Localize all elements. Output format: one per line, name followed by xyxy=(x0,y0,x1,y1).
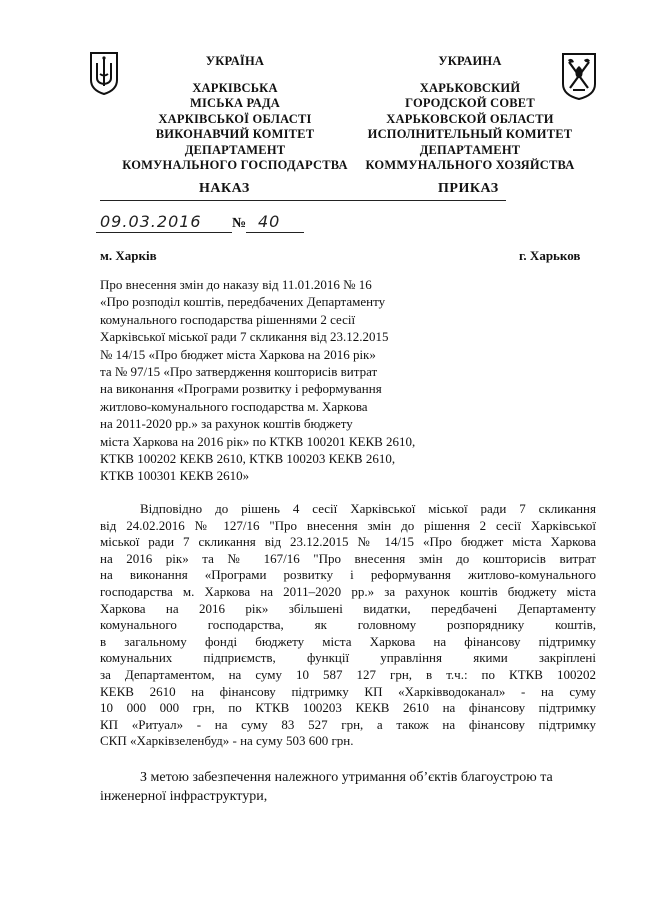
subject-line: комунального господарства рішеннями 2 сесії xyxy=(100,311,356,327)
paragraph-line: 10 000 000 грн, по КТКВ 100203 КЕКВ 2610 на фінансову підтримку xyxy=(100,700,596,716)
closing-line: інженерної інфраструктури, xyxy=(100,789,268,804)
subject-line: міста Харкова на 2016 рік» по КТКВ 100201 КЕКВ 2610, xyxy=(100,433,416,449)
header-right-line: КОММУНАЛЬНОГО ХОЗЯЙСТВА xyxy=(365,158,575,172)
header-left-line: МІСЬКА РАДА xyxy=(189,96,281,110)
paragraph-line: СКП «Харківзеленбуд» - на суму 503 600 грн. xyxy=(100,733,354,749)
header-left-line: ДЕПАРТАМЕНТ xyxy=(184,142,286,157)
subject-line: «Про розподіл коштів, передбачених Департаменту xyxy=(100,294,386,310)
title-nakaz: НАКАЗ xyxy=(199,181,250,196)
subject-line: житлово-комунального господарства м. Харкова xyxy=(100,398,368,414)
title-prikaz: ПРИКАЗ xyxy=(438,181,499,196)
country-ua: УКРАЇНА xyxy=(205,54,265,68)
header-right-line: ХАРЬКОВСКОЙ ОБЛАСТИ xyxy=(386,111,554,126)
number-underline xyxy=(246,232,304,233)
paragraph-line: Відповідно до рішень 4 сесії Харківської міської ради 7 скликання xyxy=(140,501,596,516)
subject-line: КТКВ 100202 КЕКВ 2610, КТКВ 100203 КЕКВ 2610, xyxy=(100,451,396,467)
title-rule xyxy=(100,200,506,201)
paragraph-line: господарства м. Харкова на 2011–2020 рр.» за рахунок коштів бюджету міста xyxy=(100,583,596,599)
paragraph-line: на 2016 рік» та № 167/16 "Про внесення змін до кошторисів витрат xyxy=(100,550,596,566)
header-right-line: ГОРОДСКОЙ СОВЕТ xyxy=(405,96,535,110)
paragraph-line: в загальному фонді бюджету міста Харкова на фінансову підтримку xyxy=(100,633,596,649)
paragraph-line: КП «Ритуал» - на суму 83 527 грн, а також на фінансову підтримку xyxy=(100,716,596,732)
subject-line: та № 97/15 «Про затвердження кошторисів витрат xyxy=(100,364,378,380)
body-paragraph xyxy=(100,501,596,750)
date-underline xyxy=(96,232,232,233)
header-left-line: ХАРКІВСЬКОЇ ОБЛАСТІ xyxy=(158,111,312,126)
closing-paragraph xyxy=(100,768,596,806)
header-right-line: ХАРЬКОВСКИЙ xyxy=(419,80,521,95)
header-left-line: ВИКОНАВЧИЙ КОМІТЕТ xyxy=(155,127,315,141)
header-left xyxy=(100,54,370,174)
paragraph-line: міської ради 7 скликання від 23.12.2015 № 14/15 «Про бюджет міста Харкова xyxy=(100,534,596,550)
order-number: 40 xyxy=(258,212,281,231)
city-ru: г. Харьков xyxy=(519,248,581,263)
closing-line: З метою забезпечення належного утримання об’єктів благоустрою та xyxy=(140,770,553,785)
header-left-line: КОМУНАЛЬНОГО ГОСПОДАРСТВА xyxy=(122,158,348,172)
paragraph-line: від 24.02.2016 № 127/16 "Про внесення змін до рішення 2 сесії Харківської xyxy=(100,517,596,533)
header-right xyxy=(340,54,600,174)
paragraph-line: комунального господарства, як головному розпоряднику коштів, xyxy=(100,617,596,633)
paragraph-line: на виконання «Програми розвитку і реформування житлово-комунального xyxy=(100,567,596,583)
header-left-line: ХАРКІВСЬКА xyxy=(192,80,278,95)
city-ua: м. Харків xyxy=(100,248,157,263)
order-date: 09.03.2016 xyxy=(100,212,202,231)
order-number-label: № xyxy=(232,216,247,231)
paragraph-line: Харкова на 2016 рік» збільшені видатки, передбачені Департаменту xyxy=(100,600,596,616)
order-subject xyxy=(100,276,415,485)
paragraph-line: комунальних підприємств, функції управління якими закріплені xyxy=(100,650,596,666)
subject-line: Харківської міської ради 7 скликання від 23.12.2015 xyxy=(100,329,389,345)
subject-line: на 2011-2020 рр.» за рахунок коштів бюджету xyxy=(100,416,353,432)
country-ru: УКРАИНА xyxy=(438,54,502,68)
subject-line: КТКВ 100301 КЕКВ 2610» xyxy=(100,468,250,484)
paragraph-line: КЕКВ 2610 на фінансову підтримку КП «Харківводоканал» - на суму xyxy=(100,683,596,699)
subject-line: Про внесення змін до наказу від 11.01.2016 № 16 xyxy=(100,277,372,292)
header-right-line: ИСПОЛНИТЕЛЬНЫЙ КОМИТЕТ xyxy=(367,127,573,141)
header-right-line: ДЕПАРТАМЕНТ xyxy=(419,142,521,157)
paragraph-line: за Департаментом, на суму 10 587 127 грн, в т.ч.: по КТКВ 100202 xyxy=(100,666,596,682)
subject-line: № 14/15 «Про бюджет міста Харкова на 2016 рік» xyxy=(100,346,376,362)
subject-line: на виконання «Програми розвитку і реформування xyxy=(100,381,382,397)
